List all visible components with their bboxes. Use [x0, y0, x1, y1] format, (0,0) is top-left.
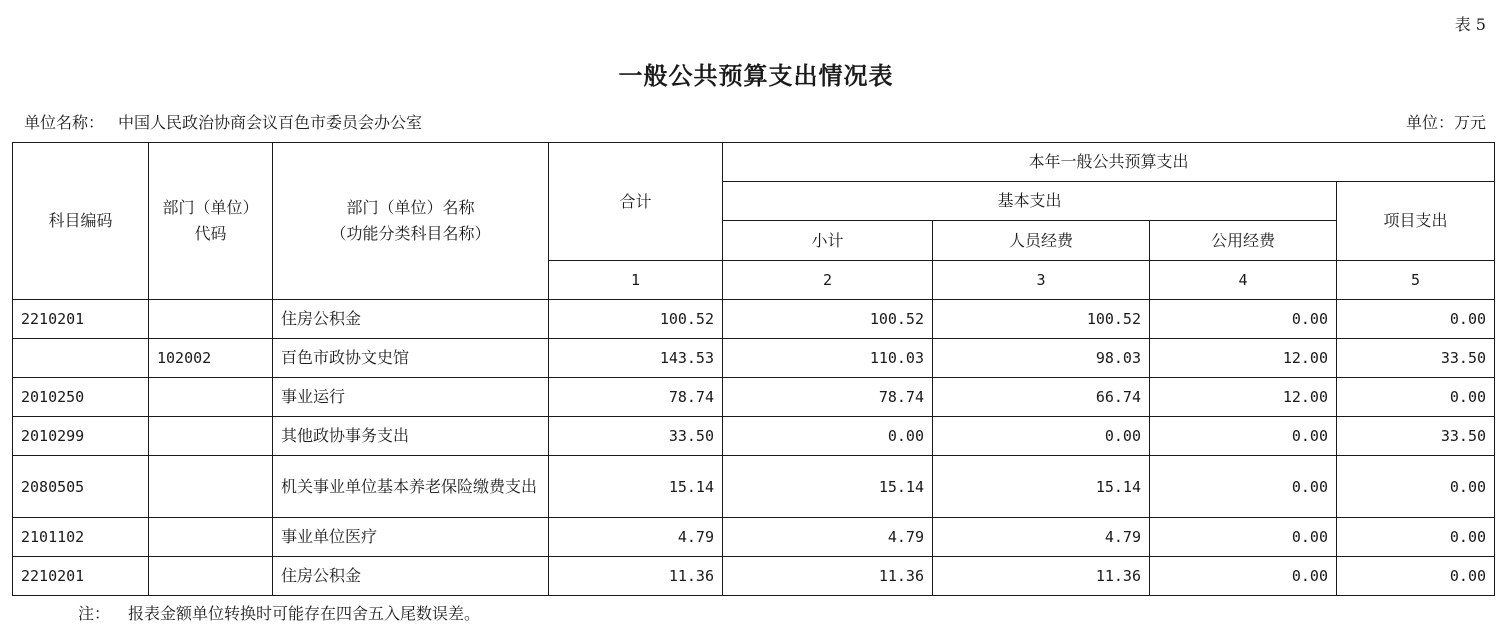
cell-public: 12.00	[1150, 339, 1337, 378]
header-subject-code: 科目编码	[13, 143, 149, 300]
header-dept-code	[149, 143, 273, 300]
budget-table	[12, 142, 1495, 596]
cell-public: 0.00	[1150, 417, 1337, 456]
cell-name: 事业运行	[273, 378, 549, 417]
footnote-label: 注：	[78, 604, 111, 623]
cell-code: 2010250	[13, 378, 149, 417]
header-basic: 基本支出	[723, 182, 1337, 221]
col-num-3: 3	[933, 261, 1150, 300]
cell-public: 0.00	[1150, 300, 1337, 339]
header-public: 公用经费	[1150, 221, 1337, 261]
table-row	[13, 339, 1495, 378]
col-num-5: 5	[1337, 261, 1495, 300]
cell-personnel: 15.14	[933, 456, 1150, 518]
table-row	[13, 417, 1495, 456]
cell-total: 33.50	[549, 417, 723, 456]
cell-subtotal: 4.79	[723, 518, 933, 557]
cell-name: 其他政协事务支出	[273, 417, 549, 456]
table-number: 表 5	[1454, 15, 1486, 34]
cell-dept-code	[149, 456, 273, 518]
cell-name: 住房公积金	[273, 300, 549, 339]
cell-name: 事业单位医疗	[273, 518, 549, 557]
cell-subtotal: 100.52	[723, 300, 933, 339]
table-row	[13, 557, 1495, 596]
cell-personnel: 100.52	[933, 300, 1150, 339]
table-row	[13, 300, 1495, 339]
cell-dept-code	[149, 300, 273, 339]
cell-dept-code: 102002	[149, 339, 273, 378]
cell-name: 百色市政协文史馆	[273, 339, 549, 378]
unit-name-label: 单位名称：	[24, 113, 105, 132]
footnote-text: 报表金额单位转换时可能存在四舍五入尾数误差。	[128, 604, 481, 623]
cell-total: 100.52	[549, 300, 723, 339]
cell-name: 机关事业单位基本养老保险缴费支出	[273, 456, 549, 518]
cell-personnel: 66.74	[933, 378, 1150, 417]
cell-subtotal: 0.00	[723, 417, 933, 456]
unit-name	[24, 110, 422, 133]
cell-project: 0.00	[1337, 300, 1495, 339]
unit-label: 单位：万元	[1405, 113, 1486, 132]
cell-dept-code	[149, 518, 273, 557]
cell-total: 4.79	[549, 518, 723, 557]
cell-name: 住房公积金	[273, 557, 549, 596]
cell-project: 33.50	[1337, 339, 1495, 378]
cell-code: 2210201	[13, 557, 149, 596]
header-project: 项目支出	[1337, 182, 1495, 261]
cell-public: 0.00	[1150, 557, 1337, 596]
cell-subtotal: 78.74	[723, 378, 933, 417]
col-num-2: 2	[723, 261, 933, 300]
cell-project: 0.00	[1337, 378, 1495, 417]
cell-subtotal: 110.03	[723, 339, 933, 378]
cell-subtotal: 15.14	[723, 456, 933, 518]
cell-total: 78.74	[549, 378, 723, 417]
header-dept-name	[273, 143, 549, 300]
cell-dept-code	[149, 417, 273, 456]
page-title: 一般公共预算支出情况表	[618, 61, 894, 90]
header-personnel: 人员经费	[933, 221, 1150, 261]
cell-public: 12.00	[1150, 378, 1337, 417]
header-total: 合计	[549, 143, 723, 261]
col-num-1: 1	[549, 261, 723, 300]
cell-dept-code	[149, 378, 273, 417]
header-dept-name-line1: 部门（单位）名称	[346, 198, 475, 217]
cell-code: 2101102	[13, 518, 149, 557]
cell-project: 0.00	[1337, 518, 1495, 557]
cell-code: 2080505	[13, 456, 149, 518]
cell-public: 0.00	[1150, 456, 1337, 518]
cell-personnel: 4.79	[933, 518, 1150, 557]
cell-personnel: 11.36	[933, 557, 1150, 596]
cell-personnel: 98.03	[933, 339, 1150, 378]
header-dept-code-line1: 部门（单位）	[162, 198, 259, 217]
cell-project: 0.00	[1337, 557, 1495, 596]
cell-total: 143.53	[549, 339, 723, 378]
table-row	[13, 518, 1495, 557]
col-num-4: 4	[1150, 261, 1337, 300]
cell-project: 33.50	[1337, 417, 1495, 456]
cell-code: 2210201	[13, 300, 149, 339]
cell-subtotal: 11.36	[723, 557, 933, 596]
footnote	[78, 601, 480, 624]
cell-total: 15.14	[549, 456, 723, 518]
header-subtotal: 小计	[723, 221, 933, 261]
cell-public: 0.00	[1150, 518, 1337, 557]
table-row	[13, 378, 1495, 417]
cell-personnel: 0.00	[933, 417, 1150, 456]
cell-total: 11.36	[549, 557, 723, 596]
unit-name-value: 中国人民政治协商会议百色市委员会办公室	[118, 113, 423, 132]
header-current-year: 本年一般公共预算支出	[723, 143, 1495, 182]
cell-code: 2010299	[13, 417, 149, 456]
cell-code	[13, 339, 149, 378]
table-row	[13, 456, 1495, 518]
cell-dept-code	[149, 557, 273, 596]
header-dept-name-line2: （功能分类科目名称）	[330, 224, 491, 243]
cell-project: 0.00	[1337, 456, 1495, 518]
header-dept-code-line2: 代码	[194, 224, 227, 243]
